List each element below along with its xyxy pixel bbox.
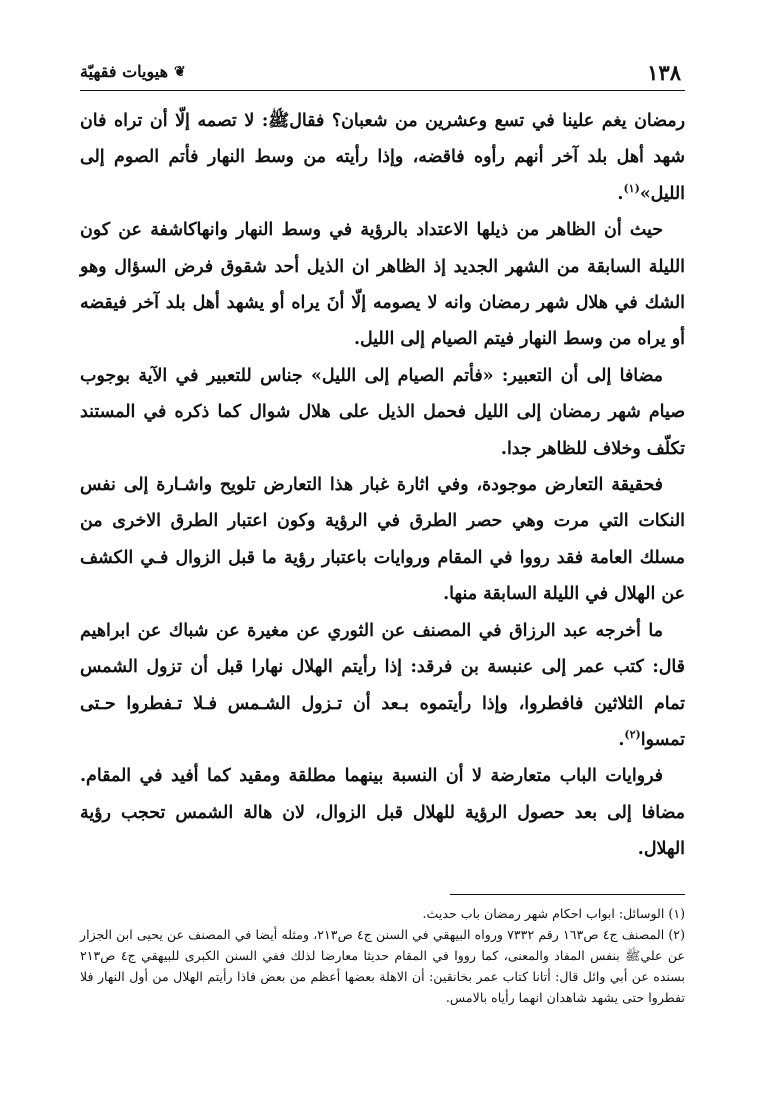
main-text: [80, 103, 685, 868]
footnote: (٢) المصنف ج٤ ص١٦٣ رقم ٧٣٣٢ ورواه البيهقي في السنن ج٤ ص٢١٣، ومثله أيضا في المصنف عن يحيى ابن الجزار عن عليﷺ بنفس المفاد والمعنى، كما رووا في المقام حديثا معارضا لذلك ففي السنن الكبرى للبيهقي ج٤ ص٢١٣ بسنده عن أبي وائل قال: أتانا كتاب عمر بخانقين: أن الاهلة بعضها أعظم من بعض فاذا رأيتم الهلال من أول النهار فلا تفطروا حتى يشهد شاهدان انهما رأياه بالامس.: [80, 926, 686, 1006]
footnote-ref: (١): [623, 182, 640, 196]
paragraph: مضافا إلى أن التعبير: «فأتم الصيام إلى الليل» جناس للتعبير في الآية بوجوب صيام شهر رمضان إلى الليل فحمل الذيل على هلال شوال كما ذكره في المستند تكلّف وخلاف للظاهر جدا.: [80, 365, 685, 459]
paragraph: حيث أن الظاهر من ذيلها الاعتداد بالرؤية في وسط النهار وانهاكاشفة عن كون الليلة السابقة من الشهر الجديد إذ الظاهر ان الذيل أحد شقوق فرض السؤال وهو الشك في هلال شهر رمضان وانه لا يصومه إلّا أنَ يراه أو يشهد أهل بلد آخر فيقضه أو يراه من وسط النهار فيتم الصيام إلى الليل.: [80, 220, 685, 350]
page-header: [80, 52, 685, 91]
page-number: ١٣٨: [647, 60, 681, 85]
footnotes: [80, 903, 685, 1009]
paragraph: فحقيقة التعارض موجودة، وفي اثارة غبار هذا التعارض تلويح واشـارة إلى نفس النكات التي مرت وهي حصر الطرق في الرؤية وكون اعتبار الطرق الاخرى من مسلك العامة فقد رووا في المقام وروايات باعتبار رؤية ما قبل الزوال فـي الكشف عن الهلال في الليلة السابقة منها.: [80, 475, 685, 605]
title-ornament-icon: ❦: [174, 63, 186, 80]
paragraph: رمضان يغم علينا في تسع وعشرين من شعبان؟ فقالﷺ: لا تصمه إلّا أن تراه فان شهد أهل بلد آخر أنهم رأوه فاقضه، وإذا رأيته من وسط النهار فأتم الصوم إلى الليل»$^{(١)}$.: [80, 111, 685, 204]
footnote-separator: [450, 894, 685, 895]
running-title: [80, 62, 186, 81]
paragraph: ما أخرجه عبد الرزاق في المصنف عن الثوري عن مغيرة عن شباك عن ابراهيم قال: كتب عمر إلى عنبسة بن فرقد: إذا رأيتم الهلال نهارا قبل أن تزول الشمس تمام الثلاثين فافطروا، وإذا رأيتموه بـعد أن تـزول الشـمس فـلا تـفطروا حـتى تمسوا$^{(٢)}$.: [80, 620, 685, 750]
footnote-ref: (٢): [624, 728, 641, 742]
paragraph: فروايات الباب متعارضة لا أن النسبة بينهما مطلقة ومقيد كما أفيد في المقام. مضافا إلى بعد حصول الرؤية للهلال قبل الزوال، لان هالة الشمس تحجب رؤية الهلال.: [80, 766, 685, 860]
running-title-text: هيويات فقهيّة: [80, 62, 169, 81]
footnote: (١) الوسائل: ابواب احكام شهر رمضان باب حديث.: [422, 905, 685, 921]
book-page: [80, 52, 685, 1009]
